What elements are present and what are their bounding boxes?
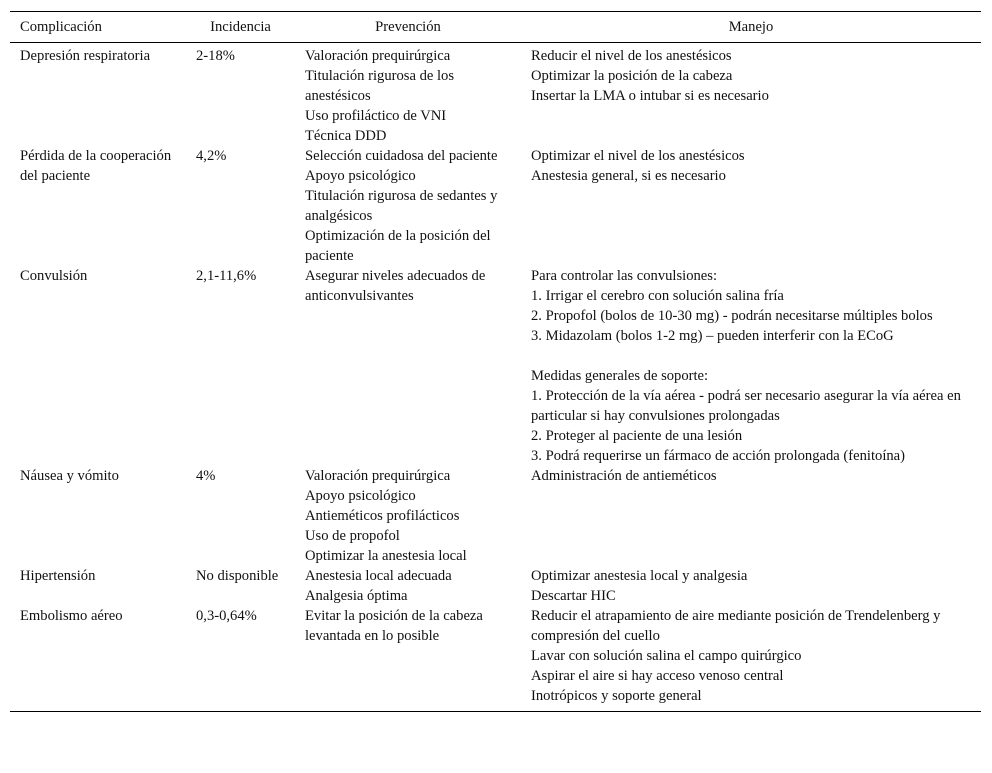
prevention-item: Valoración prequirúrgica (305, 48, 451, 64)
management-item: Optimizar el nivel de los anestésicos (531, 148, 745, 164)
management-item: Inotrópicos y soporte general (531, 688, 702, 704)
prevention-item: Técnica DDD (305, 128, 387, 144)
table-header-row (10, 12, 981, 43)
management-item: Optimizar anestesia local y analgesia (531, 568, 748, 584)
management-item: Descartar HIC (531, 588, 616, 604)
management-cell (521, 43, 981, 147)
prevention-item: Apoyo psicológico (305, 168, 416, 184)
table-row (10, 266, 981, 466)
prevention-cell (295, 146, 521, 266)
incidence-cell: 4% (196, 468, 216, 484)
header-management: Manejo (728, 19, 774, 35)
management-item: Insertar la LMA o intubar si es necesario (531, 88, 769, 104)
management-item: Anestesia general, si es necesario (531, 168, 726, 184)
prevention-item: Uso de propofol (305, 528, 400, 544)
management-cell (521, 606, 981, 712)
management-item: 2. Proteger al paciente de una lesión (531, 428, 743, 444)
table-row (10, 146, 981, 266)
prevention-item: Apoyo psicológico (305, 488, 416, 504)
incidence-cell: 2,1-11,6% (196, 268, 257, 284)
management-item: Aspirar el aire si hay acceso venoso central (531, 668, 784, 684)
management-cell (521, 466, 981, 566)
prevention-item: Titulación rigurosa de sedantes y analgésicos (305, 188, 498, 224)
prevention-item: Optimizar la anestesia local (305, 548, 467, 564)
prevention-cell (295, 606, 521, 712)
management-item: 3. Podrá requerirse un fármaco de acción prolongada (fenitoína) (531, 448, 906, 464)
prevention-item: Selección cuidadosa del paciente (305, 148, 498, 164)
management-item: Reducir el nivel de los anestésicos (531, 48, 732, 64)
table-row (10, 566, 981, 606)
prevention-item: Evitar la posición de la cabeza levantada en lo posible (305, 608, 483, 644)
prevention-cell (295, 266, 521, 466)
management-item: Reducir el atrapamiento de aire mediante posición de Trendelenberg y compresión del cuello (531, 608, 941, 644)
prevention-item: Uso profiláctico de VNI (305, 108, 447, 124)
complication-cell: Náusea y vómito (20, 468, 119, 484)
prevention-cell (295, 43, 521, 147)
prevention-item: Analgesia óptima (305, 588, 408, 604)
management-item: 1. Irrigar el cerebro con solución salina fría (531, 288, 784, 304)
prevention-cell (295, 566, 521, 606)
complication-cell: Embolismo aéreo (20, 608, 123, 624)
complications-table (10, 11, 981, 712)
incidence-cell: No disponible (196, 568, 279, 584)
table-row (10, 606, 981, 712)
management-item: Optimizar la posición de la cabeza (531, 68, 733, 84)
management-cell (521, 146, 981, 266)
management-item: Lavar con solución salina el campo quirúrgico (531, 648, 802, 664)
management-item: 2. Propofol (bolos de 10-30 mg) - podrán necesitarse múltiples bolos (531, 308, 933, 324)
complication-cell: Pérdida de la cooperación del paciente (20, 148, 172, 184)
header-incidence: Incidencia (210, 19, 271, 35)
management-item: Para controlar las convulsiones: (531, 268, 718, 284)
management-item: Medidas generales de soporte: (531, 368, 709, 384)
management-cell (521, 566, 981, 606)
prevention-item: Valoración prequirúrgica (305, 468, 451, 484)
header-prevention: Prevención (375, 19, 441, 35)
incidence-cell: 4,2% (196, 148, 227, 164)
prevention-item: Antieméticos profilácticos (305, 508, 460, 524)
prevention-item: Anestesia local adecuada (305, 568, 452, 584)
incidence-cell: 2-18% (196, 48, 235, 64)
management-item: Administración de antieméticos (531, 468, 717, 484)
incidence-cell: 0,3-0,64% (196, 608, 257, 624)
management-item: 3. Midazolam (bolos 1-2 mg) – pueden interferir con la ECoG (531, 328, 894, 344)
prevention-item: Titulación rigurosa de los anestésicos (305, 68, 455, 104)
prevention-item: Asegurar niveles adecuados de anticonvulsivantes (305, 268, 486, 304)
table-row (10, 466, 981, 566)
management-cell (521, 266, 981, 466)
complication-cell: Depresión respiratoria (20, 48, 151, 64)
table-row (10, 43, 981, 147)
complication-cell: Convulsión (20, 268, 88, 284)
complication-cell: Hipertensión (20, 568, 96, 584)
prevention-cell (295, 466, 521, 566)
management-item: 1. Protección de la vía aérea - podrá ser necesario asegurar la vía aérea en particular si hay convulsiones prolongadas (531, 388, 961, 424)
table-body (10, 43, 981, 712)
prevention-item: Optimización de la posición del paciente (305, 228, 491, 264)
header-complication: Complicación (20, 19, 102, 35)
management-item (531, 346, 971, 366)
